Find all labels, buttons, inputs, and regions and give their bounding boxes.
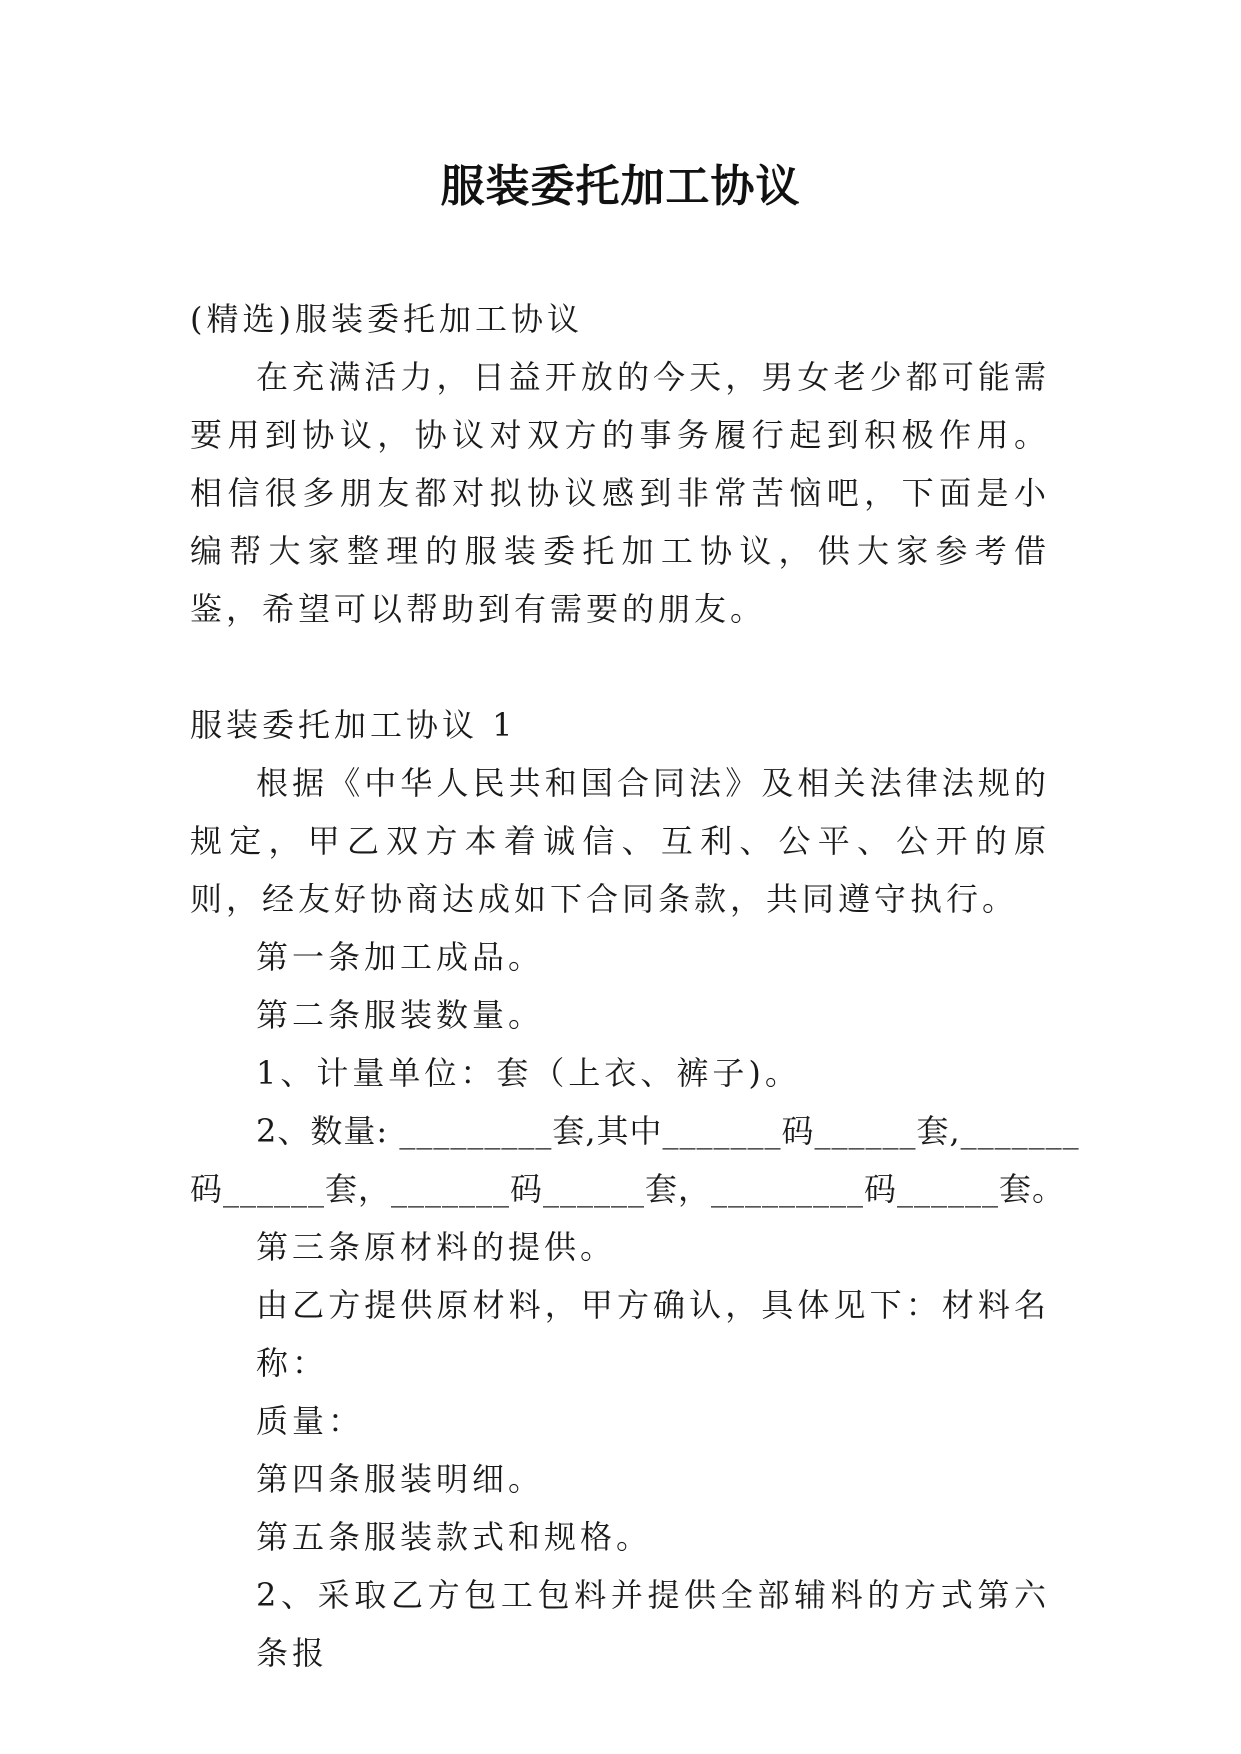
article-3: 第三条原材料的提供。 [256, 1228, 617, 1266]
article-1: 第一条加工成品。 [256, 938, 545, 976]
intro-paragraph: 在充满活力，日益开放的今天，男女老少都可能需要用到协议，协议对双方的事务履行起到积极作用。相信很多朋友都对拟协议感到非常苦恼吧，下面是小编帮大家整理的服装委托加工协议，供大家参考借鉴，希望可以帮助到有需要的朋友。 [190, 358, 1050, 628]
document-body [190, 290, 1080, 1682]
article-4: 第四条服装明细。 [256, 1460, 545, 1498]
article-5: 第五条服装款式和规格。 [256, 1518, 653, 1556]
section-heading: 服装委托加工协议 1 [190, 706, 517, 744]
basis-paragraph: 根据《中华人民共和国合同法》及相关法律法规的规定，甲乙双方本着诚信、互利、公平、公开的原则，经友好协商达成如下合同条款，共同遵守执行。 [190, 764, 1050, 918]
item-method: 2、采取乙方包工包料并提供全部辅料的方式第六条报 [256, 1576, 1050, 1672]
document-subtitle: (精选)服装委托加工协议 [190, 300, 583, 338]
materials-line: 由乙方提供原材料，甲方确认，具体见下：材料名称： [256, 1286, 1050, 1382]
article-2: 第二条服装数量。 [256, 996, 545, 1034]
item-quantity-line2: 码______套，_______码______套，_________码______套。 [190, 1170, 1066, 1208]
spacer [190, 638, 1050, 696]
item-quantity-line1: 2、数量: _________套,其中_______码______套,_______ [256, 1112, 1080, 1150]
item-unit: 1、计量单位：套（上衣、裤子)。 [256, 1054, 801, 1092]
quality-line: 质量： [256, 1402, 365, 1440]
document-title: 服装委托加工协议 [440, 161, 801, 212]
